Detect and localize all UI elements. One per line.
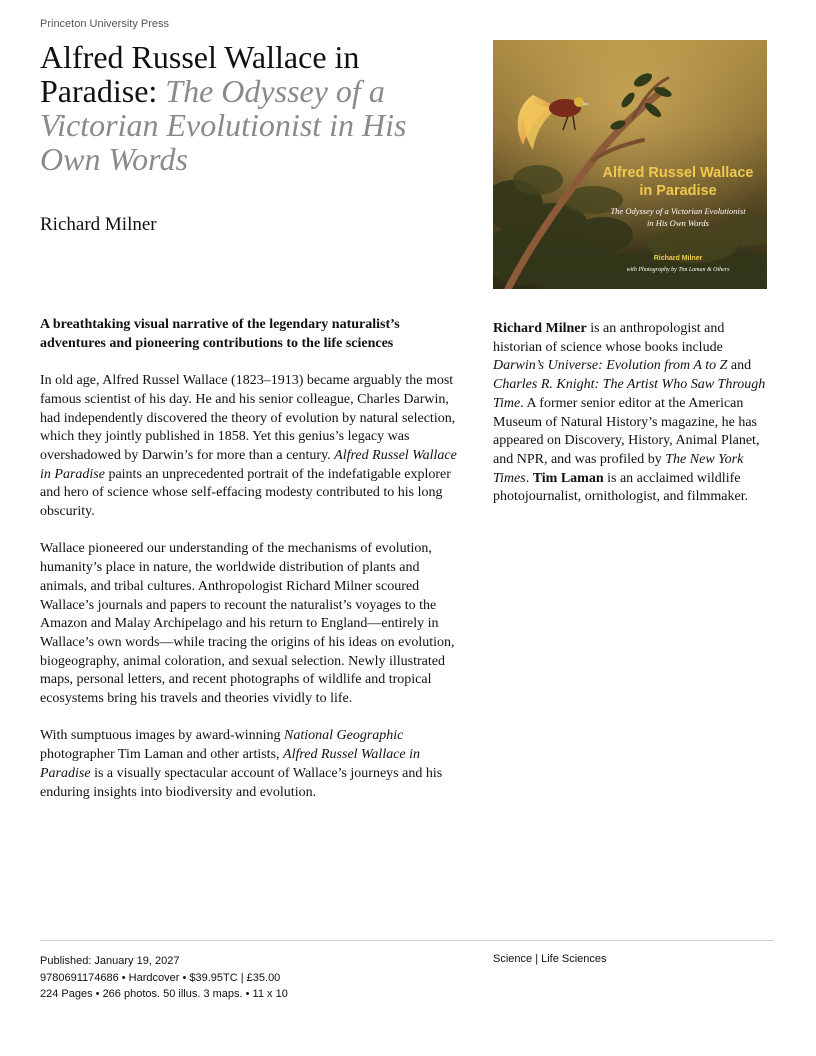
book-title	[40, 40, 470, 176]
published-date: Published: January 19, 2027	[40, 955, 180, 967]
book-author: Richard Milner	[40, 214, 157, 235]
description-paragraph-1	[40, 372, 465, 522]
isbn-format-price: 9780691174686 • Hardcover • $39.95TC | £35.00	[40, 971, 281, 984]
p1-text-b: paints an unprecedented portrait of the indefatigable explorer and hero of science whose self-effacing modesty contributed to his long obscurity.	[40, 466, 451, 520]
bio-text-3: . A former senior editor at the American Museum of Natural History’s magazine, he has appeared on Discovery, History, Animal Planet, and NPR, and was profiled by	[493, 395, 760, 467]
book-specs: 224 Pages • 266 photos. 50 illus. 3 maps. • 11 x 10	[40, 988, 288, 1000]
p3-text-c: is a visually spectacular account of Wallace’s journeys and his enduring insights into biodiversity and evolution.	[40, 765, 443, 800]
bio-name-laman: Tim Laman	[532, 470, 604, 486]
description-headline: A breathtaking visual narrative of the legendary naturalist’s adventures and pioneering contributions to the life sciences	[40, 317, 400, 351]
book-subtitle: The Odyssey of a Victorian Evolutionist in His Own Words	[40, 73, 407, 177]
description-paragraph-3	[40, 727, 465, 802]
book-title-main: Alfred Russel Wallace in Paradise:	[40, 39, 360, 109]
p3-text-a: With sumptuous images by award-winning	[40, 728, 285, 744]
footer-divider	[40, 940, 774, 941]
cover-subtitle-line2: in His Own Words	[647, 218, 709, 228]
bio-book-1: Darwin’s Universe: Evolution from A to Z	[493, 358, 728, 374]
subject-category: Science | Life Sciences	[493, 953, 607, 965]
description-paragraph-2: Wallace pioneered our understanding of the mechanisms of evolution, humanity’s place in nature, the worldwide distribution of plants and animals, and tribal cultures. Anthropologist Richard Milner scoured Wallace’s journals and papers to recount the naturalist’s voyages to the Amazon and Malay Archipelago and his return to England—entirely in Wallace’s own words—while tracing the origins of his ideas on evolution, biogeography, animal coloration, and sexual selection. Newly illustrated maps, personal letters, and recent photographs of wildlife and tropical ecosystems bring his travels and theories vividly to life.	[40, 541, 455, 707]
publication-details	[40, 953, 288, 1003]
publisher-name: Princeton University Press	[40, 18, 169, 30]
cover-title-line2: in Paradise	[639, 183, 717, 199]
cover-subtitle-line1: The Odyssey of a Victorian Evolutionist	[610, 206, 746, 216]
bio-text-2: and	[727, 358, 752, 374]
p1-text-a: In old age, Alfred Russel Wallace (1823–1913) became arguably the most famous scientist of his day. He and his senior colleague, Charles Darwin, had independently discovered the theory of evolution by natural selection, which they jointly published in 1858. Yet this genius’s legacy was overshadowed by Darwin’s for more than a century.	[40, 373, 456, 463]
p3-book-title: Alfred Russel Wallace in Paradise	[40, 747, 421, 781]
cover-author: Richard Milner	[653, 255, 703, 262]
description-column	[40, 316, 465, 821]
bio-text-5: is an acclaimed wildlife photojournalist, ornithologist, and filmmaker.	[493, 470, 749, 505]
cover-title-line1: Alfred Russel Wallace	[602, 165, 754, 181]
p1-book-title: Alfred Russel Wallace in Paradise	[40, 447, 457, 482]
bio-newspaper: The New York Times	[493, 451, 744, 486]
p3-text-b: photographer Tim Laman and other artists,	[40, 747, 284, 763]
bio-text-1: is an anthropologist and historian of science whose books include	[493, 321, 725, 355]
bio-name-milner: Richard Milner	[493, 321, 587, 336]
cover-photo-credit: with Photography by Tim Laman & Others	[626, 267, 730, 273]
p3-magazine-name: National Geographic	[284, 728, 404, 744]
bio-text-4: .	[525, 470, 533, 486]
author-bio	[493, 320, 775, 507]
bio-book-2: Charles R. Knight: The Artist Who Saw Through Time	[493, 377, 766, 411]
cover-image	[493, 40, 767, 289]
